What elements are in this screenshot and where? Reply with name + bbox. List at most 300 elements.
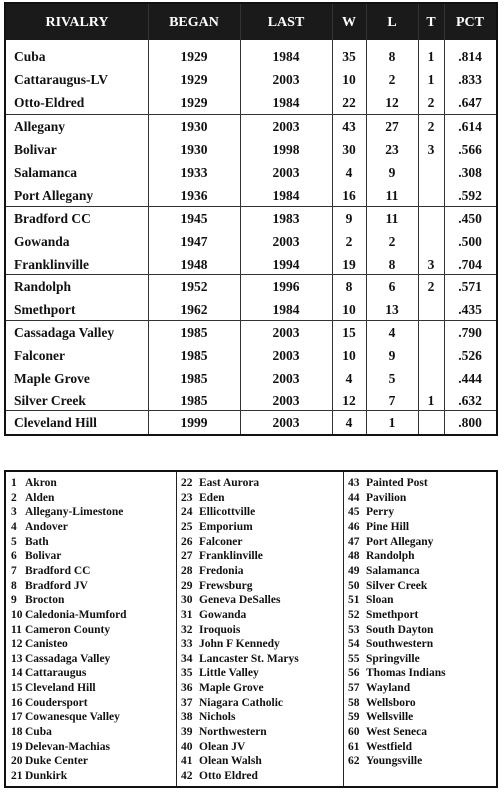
list-item-name: Emporium	[199, 520, 253, 533]
wins: 15	[342, 325, 356, 340]
list-item	[11, 476, 57, 491]
began-year: 1947	[180, 234, 208, 249]
list-item	[181, 608, 246, 623]
list-item-name: Southwestern	[366, 638, 434, 651]
table-row	[6, 390, 496, 412]
list-item-name: John F Kennedy	[199, 638, 280, 651]
list-item	[348, 579, 427, 594]
list-item-name: Frewsburg	[199, 579, 253, 592]
list-item-name: Cameron County	[25, 623, 111, 636]
rivalry-name: Gowanda	[14, 234, 70, 249]
list-item	[181, 769, 258, 784]
list-item	[181, 696, 283, 711]
list-item-number: 9	[11, 594, 17, 607]
list-item-name: Iroquois	[199, 623, 241, 636]
list-item-number: 2	[11, 491, 17, 504]
list-item-name: West Seneca	[366, 726, 428, 739]
list-item-name: Duke Center	[25, 755, 88, 768]
rivalry-name: Cattaraugus-LV	[14, 72, 109, 87]
list-item-number: 27	[181, 550, 193, 563]
list-item	[181, 710, 235, 725]
wins: 43	[342, 119, 356, 134]
list-item-name: Delevan-Machias	[25, 740, 110, 753]
rivalry-name: Salamanca	[14, 165, 78, 180]
list-item-number: 53	[348, 623, 360, 636]
losses: 7	[388, 393, 396, 408]
list-item	[11, 564, 91, 579]
win-pct: .704	[458, 257, 482, 272]
win-pct: .814	[458, 49, 482, 64]
list-item	[348, 520, 409, 535]
list-item-name: Coudersport	[25, 696, 88, 709]
list-item-name: Cowanesque Valley	[25, 711, 120, 724]
wins: 19	[342, 257, 356, 272]
list-item-name: Canisteo	[25, 638, 68, 651]
last-year: 2003	[272, 325, 300, 340]
list-item-name: Salamanca	[366, 564, 420, 577]
list-item-name: Lancaster St. Marys	[199, 652, 299, 665]
list-item-number: 52	[348, 608, 360, 621]
losses: 2	[388, 234, 396, 249]
list-item	[11, 681, 96, 696]
losses: 8	[388, 257, 396, 272]
list-item-number: 7	[11, 564, 17, 577]
losses: 27	[385, 119, 399, 134]
list-item-name: Cassadaga Valley	[25, 652, 111, 665]
list-item-name: Westfield	[366, 740, 412, 753]
wins: 8	[345, 279, 353, 294]
table-row	[6, 276, 496, 298]
list-item	[348, 637, 433, 652]
list-item-number: 32	[181, 623, 193, 636]
list-item-name: Perry	[366, 506, 395, 519]
rivalry-name: Bolivar	[14, 142, 57, 157]
win-pct: .614	[458, 119, 482, 134]
table-row	[6, 322, 496, 344]
list-item	[181, 623, 240, 638]
list-item-number: 35	[181, 667, 193, 680]
win-pct: .571	[458, 279, 482, 294]
list-item-number: 26	[181, 535, 193, 548]
list-item-number: 17	[11, 711, 23, 724]
list-item-number: 33	[181, 638, 193, 651]
began-year: 1985	[180, 371, 208, 386]
rivalry-name: Cuba	[14, 49, 46, 64]
last-year: 1983	[272, 211, 300, 226]
list-item	[348, 593, 394, 608]
list-item-name: Fredonia	[199, 564, 244, 577]
rivalry-name: Falconer	[14, 348, 65, 363]
list-item-number: 50	[348, 579, 360, 592]
list-item	[348, 666, 446, 681]
began-year: 1929	[180, 95, 208, 110]
list-item-number: 58	[348, 696, 360, 709]
list-item-name: Niagara Catholic	[199, 696, 284, 709]
list-item-number: 13	[11, 652, 23, 665]
list-item	[348, 681, 410, 696]
ties: 1	[427, 72, 435, 87]
losses: 9	[388, 348, 396, 363]
header-w: W	[342, 15, 356, 30]
losses: 8	[388, 49, 396, 64]
list-item	[181, 593, 280, 608]
list-item-name: Thomas Indians	[366, 667, 446, 680]
list-item-name: South Dayton	[366, 623, 434, 636]
wins: 9	[345, 211, 353, 226]
list-item	[181, 564, 244, 579]
list-item-number: 44	[348, 491, 360, 504]
list-item	[348, 564, 420, 579]
list-item-name: East Aurora	[199, 477, 260, 489]
list-item-name: Falconer	[199, 535, 243, 548]
wins: 10	[342, 348, 356, 363]
list-item	[11, 520, 68, 535]
list-item	[181, 681, 264, 696]
losses: 13	[385, 302, 399, 317]
list-item-name: Painted Post	[366, 477, 428, 489]
last-year: 2003	[272, 348, 300, 363]
win-pct: .308	[458, 165, 482, 180]
began-year: 1933	[180, 165, 208, 180]
table-row	[6, 208, 496, 230]
last-year: 2003	[272, 371, 300, 386]
last-year: 1984	[272, 188, 300, 203]
losses: 23	[385, 142, 399, 157]
last-year: 2003	[272, 119, 300, 134]
list-item	[11, 505, 123, 520]
list-item-name: Cleveland Hill	[25, 682, 96, 695]
header-l: L	[387, 15, 397, 30]
list-item-name: Youngsville	[366, 755, 423, 768]
began-year: 1985	[180, 393, 208, 408]
list-item	[11, 535, 49, 550]
list-item-name: Wellsboro	[366, 696, 416, 709]
win-pct: .647	[458, 95, 482, 110]
win-pct: .566	[458, 142, 482, 157]
list-item	[348, 740, 412, 755]
wins: 35	[342, 49, 356, 64]
losses: 11	[385, 188, 399, 203]
list-item-name: Bradford CC	[25, 564, 91, 577]
list-item-name: Ellicottville	[199, 506, 256, 519]
began-year: 1948	[180, 257, 208, 272]
list-item	[181, 549, 263, 564]
ties: 1	[427, 49, 435, 64]
table-row	[6, 162, 496, 184]
list-item-number: 4	[11, 520, 17, 533]
table-row	[6, 231, 496, 253]
list-item-number: 22	[181, 477, 193, 489]
wins: 12	[342, 393, 356, 408]
last-year: 2003	[272, 72, 300, 87]
list-item-number: 51	[348, 594, 360, 607]
list-item-name: Wayland	[366, 682, 411, 695]
win-pct: .833	[458, 72, 482, 87]
table-row	[6, 116, 496, 138]
list-item	[348, 476, 428, 491]
list-item	[11, 696, 88, 711]
win-pct: .450	[458, 211, 482, 226]
list-item	[181, 476, 259, 491]
list-item-number: 8	[11, 579, 17, 592]
list-item	[11, 623, 110, 638]
list-item-name: Olean Walsh	[199, 755, 262, 768]
list-item-number: 61	[348, 740, 360, 753]
list-item	[181, 505, 255, 520]
list-item-number: 46	[348, 520, 360, 533]
list-item-number: 31	[181, 608, 193, 621]
list-item	[348, 608, 418, 623]
list-item-number: 6	[11, 550, 17, 563]
list-item-name: Otto Eldred	[199, 770, 258, 782]
wins: 4	[345, 165, 353, 180]
rivalry-name: Allegany	[14, 119, 66, 134]
losses: 5	[388, 371, 396, 386]
table-row	[6, 299, 496, 321]
list-item-number: 28	[181, 564, 193, 577]
list-item-number: 59	[348, 711, 360, 724]
wins: 10	[342, 302, 356, 317]
losses: 4	[388, 325, 396, 340]
list-item-name: Olean JV	[199, 740, 246, 753]
list-item	[181, 520, 253, 535]
list-item-number: 60	[348, 726, 360, 739]
table-row	[6, 92, 496, 114]
began-year: 1952	[180, 279, 208, 294]
ties: 2	[427, 279, 435, 294]
list-item-name: Sloan	[366, 594, 394, 607]
win-pct: .800	[458, 415, 482, 430]
rivalry-name: Randolph	[14, 279, 72, 294]
rivalry-name: Smethport	[14, 302, 76, 317]
last-year: 1984	[272, 302, 300, 317]
ties: 3	[427, 257, 435, 272]
losses: 12	[385, 95, 399, 110]
list-item-number: 54	[348, 638, 360, 651]
table-row	[6, 254, 496, 276]
list-item-number: 23	[181, 491, 193, 504]
list-item	[181, 754, 262, 769]
win-pct: .444	[458, 371, 482, 386]
win-pct: .500	[458, 234, 482, 249]
list-item-number: 45	[348, 506, 360, 519]
table-row	[6, 185, 496, 207]
list-item-name: Silver Creek	[366, 579, 428, 592]
losses: 1	[388, 415, 396, 430]
list-item-number: 10	[11, 608, 23, 621]
header-last: LAST	[267, 15, 305, 30]
began-year: 1936	[180, 188, 208, 203]
losses: 2	[388, 72, 396, 87]
list-item	[11, 754, 88, 769]
group-divider	[6, 114, 496, 115]
rivalry-name: Port Allegany	[14, 188, 94, 203]
list-item-name: Nichols	[199, 711, 236, 724]
list-item-name: Bath	[25, 535, 49, 548]
list-item	[11, 637, 68, 652]
rivalry-name: Cleveland Hill	[14, 415, 97, 430]
list-item-name: Port Allegany	[366, 535, 434, 548]
wins: 4	[345, 371, 353, 386]
list-item	[181, 579, 252, 594]
list-item	[181, 652, 299, 667]
list-item-name: Springville	[366, 652, 420, 665]
rivalry-name: Maple Grove	[14, 371, 90, 386]
list-item-number: 41	[181, 755, 193, 768]
list-item	[11, 725, 52, 740]
win-pct: .526	[458, 348, 482, 363]
list-item-number: 57	[348, 682, 360, 695]
rivalry-name: Cassadaga Valley	[14, 325, 115, 340]
list-item-name: Alden	[25, 491, 55, 504]
list-column-2	[176, 472, 344, 786]
list-item-name: Pine Hill	[366, 520, 410, 533]
list-item	[348, 549, 415, 564]
list-item	[11, 666, 86, 681]
list-item	[11, 740, 110, 755]
list-item-name: Northwestern	[199, 726, 267, 739]
began-year: 1929	[180, 72, 208, 87]
began-year: 1985	[180, 325, 208, 340]
list-item-number: 48	[348, 550, 360, 563]
list-item-number: 38	[181, 711, 193, 724]
list-item-name: Geneva DeSalles	[199, 594, 281, 607]
list-item-name: Maple Grove	[199, 682, 264, 695]
losses: 11	[385, 211, 399, 226]
list-column-1	[6, 472, 176, 786]
list-item-name: Bolivar	[25, 550, 62, 563]
list-item-name: Cuba	[25, 726, 52, 739]
list-item	[348, 710, 413, 725]
ties: 1	[427, 393, 435, 408]
list-item-name: Cattaraugus	[25, 667, 87, 680]
list-item	[181, 535, 242, 550]
last-year: 1984	[272, 95, 300, 110]
began-year: 1930	[180, 142, 208, 157]
list-item-name: Wellsville	[366, 711, 414, 724]
list-item-number: 34	[181, 652, 193, 665]
list-item-name: Bradford JV	[25, 579, 88, 592]
win-pct: .790	[458, 325, 482, 340]
list-item-name: Dunkirk	[25, 770, 68, 782]
wins: 16	[342, 188, 356, 203]
ties: 3	[427, 142, 435, 157]
list-item-number: 47	[348, 535, 360, 548]
rivalry-name: Bradford CC	[14, 211, 91, 226]
table-row	[6, 69, 496, 91]
list-item	[181, 725, 267, 740]
last-year: 1996	[272, 279, 300, 294]
list-item	[181, 637, 280, 652]
losses: 6	[388, 279, 396, 294]
began-year: 1985	[180, 348, 208, 363]
last-year: 1994	[272, 257, 300, 272]
ties: 2	[427, 119, 435, 134]
list-item-number: 49	[348, 564, 360, 577]
list-item	[11, 608, 127, 623]
list-item-name: Little Valley	[199, 667, 259, 680]
header-t: T	[426, 15, 436, 30]
win-pct: .435	[458, 302, 482, 317]
last-year: 2003	[272, 165, 300, 180]
list-item-number: 19	[11, 740, 23, 753]
list-item-number: 12	[11, 638, 23, 651]
list-item-number: 14	[11, 667, 23, 680]
list-item-number: 18	[11, 726, 23, 739]
wins: 4	[345, 415, 353, 430]
list-item-number: 39	[181, 726, 193, 739]
list-item-name: Andover	[25, 520, 68, 533]
list-item-number: 16	[11, 696, 23, 709]
list-item-name: Randolph	[366, 550, 415, 563]
list-item-name: Gowanda	[199, 608, 247, 621]
list-item-number: 30	[181, 594, 193, 607]
list-item	[348, 623, 433, 638]
list-item	[11, 491, 54, 506]
list-item	[11, 769, 67, 784]
table-row	[6, 46, 496, 68]
last-year: 1984	[272, 49, 300, 64]
list-item	[348, 505, 394, 520]
list-item-number: 21	[11, 770, 23, 782]
list-item-number: 55	[348, 652, 360, 665]
began-year: 1930	[180, 119, 208, 134]
win-pct: .632	[458, 393, 482, 408]
list-item-name: Brocton	[25, 594, 65, 607]
list-item	[348, 696, 416, 711]
list-item	[11, 593, 64, 608]
list-item-name: Caledonia-Mumford	[25, 608, 127, 621]
list-item	[11, 579, 88, 594]
list-item-number: 36	[181, 682, 193, 695]
last-year: 1998	[272, 142, 300, 157]
list-item-number: 62	[348, 755, 360, 768]
list-item-name: Pavilion	[366, 491, 407, 504]
wins: 2	[345, 234, 353, 249]
list-item	[348, 725, 427, 740]
rivalry-name: Franklinville	[14, 257, 90, 272]
list-item-number: 37	[181, 696, 193, 709]
header-rivalry: RIVALRY	[45, 15, 109, 30]
list-item	[181, 666, 259, 681]
rivalry-name: Silver Creek	[14, 393, 86, 408]
losses: 9	[388, 165, 396, 180]
list-item-number: 24	[181, 506, 193, 519]
list-item	[348, 652, 420, 667]
last-year: 2003	[272, 415, 300, 430]
wins: 30	[342, 142, 356, 157]
rivalry-name: Otto-Eldred	[14, 95, 85, 110]
list-item	[11, 710, 120, 725]
list-item	[181, 740, 245, 755]
table-header	[6, 4, 496, 40]
list-item-number: 5	[11, 535, 17, 548]
list-item	[181, 491, 225, 506]
began-year: 1929	[180, 49, 208, 64]
list-item	[11, 652, 110, 667]
list-column-3	[343, 472, 497, 786]
list-item-number: 20	[11, 755, 23, 768]
wins: 22	[342, 95, 356, 110]
list-item-name: Allegany-Limestone	[25, 506, 124, 519]
list-item-name: Franklinville	[199, 550, 263, 563]
list-item	[11, 549, 61, 564]
last-year: 2003	[272, 393, 300, 408]
rivalry-table	[4, 2, 498, 436]
table-row	[6, 345, 496, 367]
list-item-number: 15	[11, 682, 23, 695]
last-year: 2003	[272, 234, 300, 249]
